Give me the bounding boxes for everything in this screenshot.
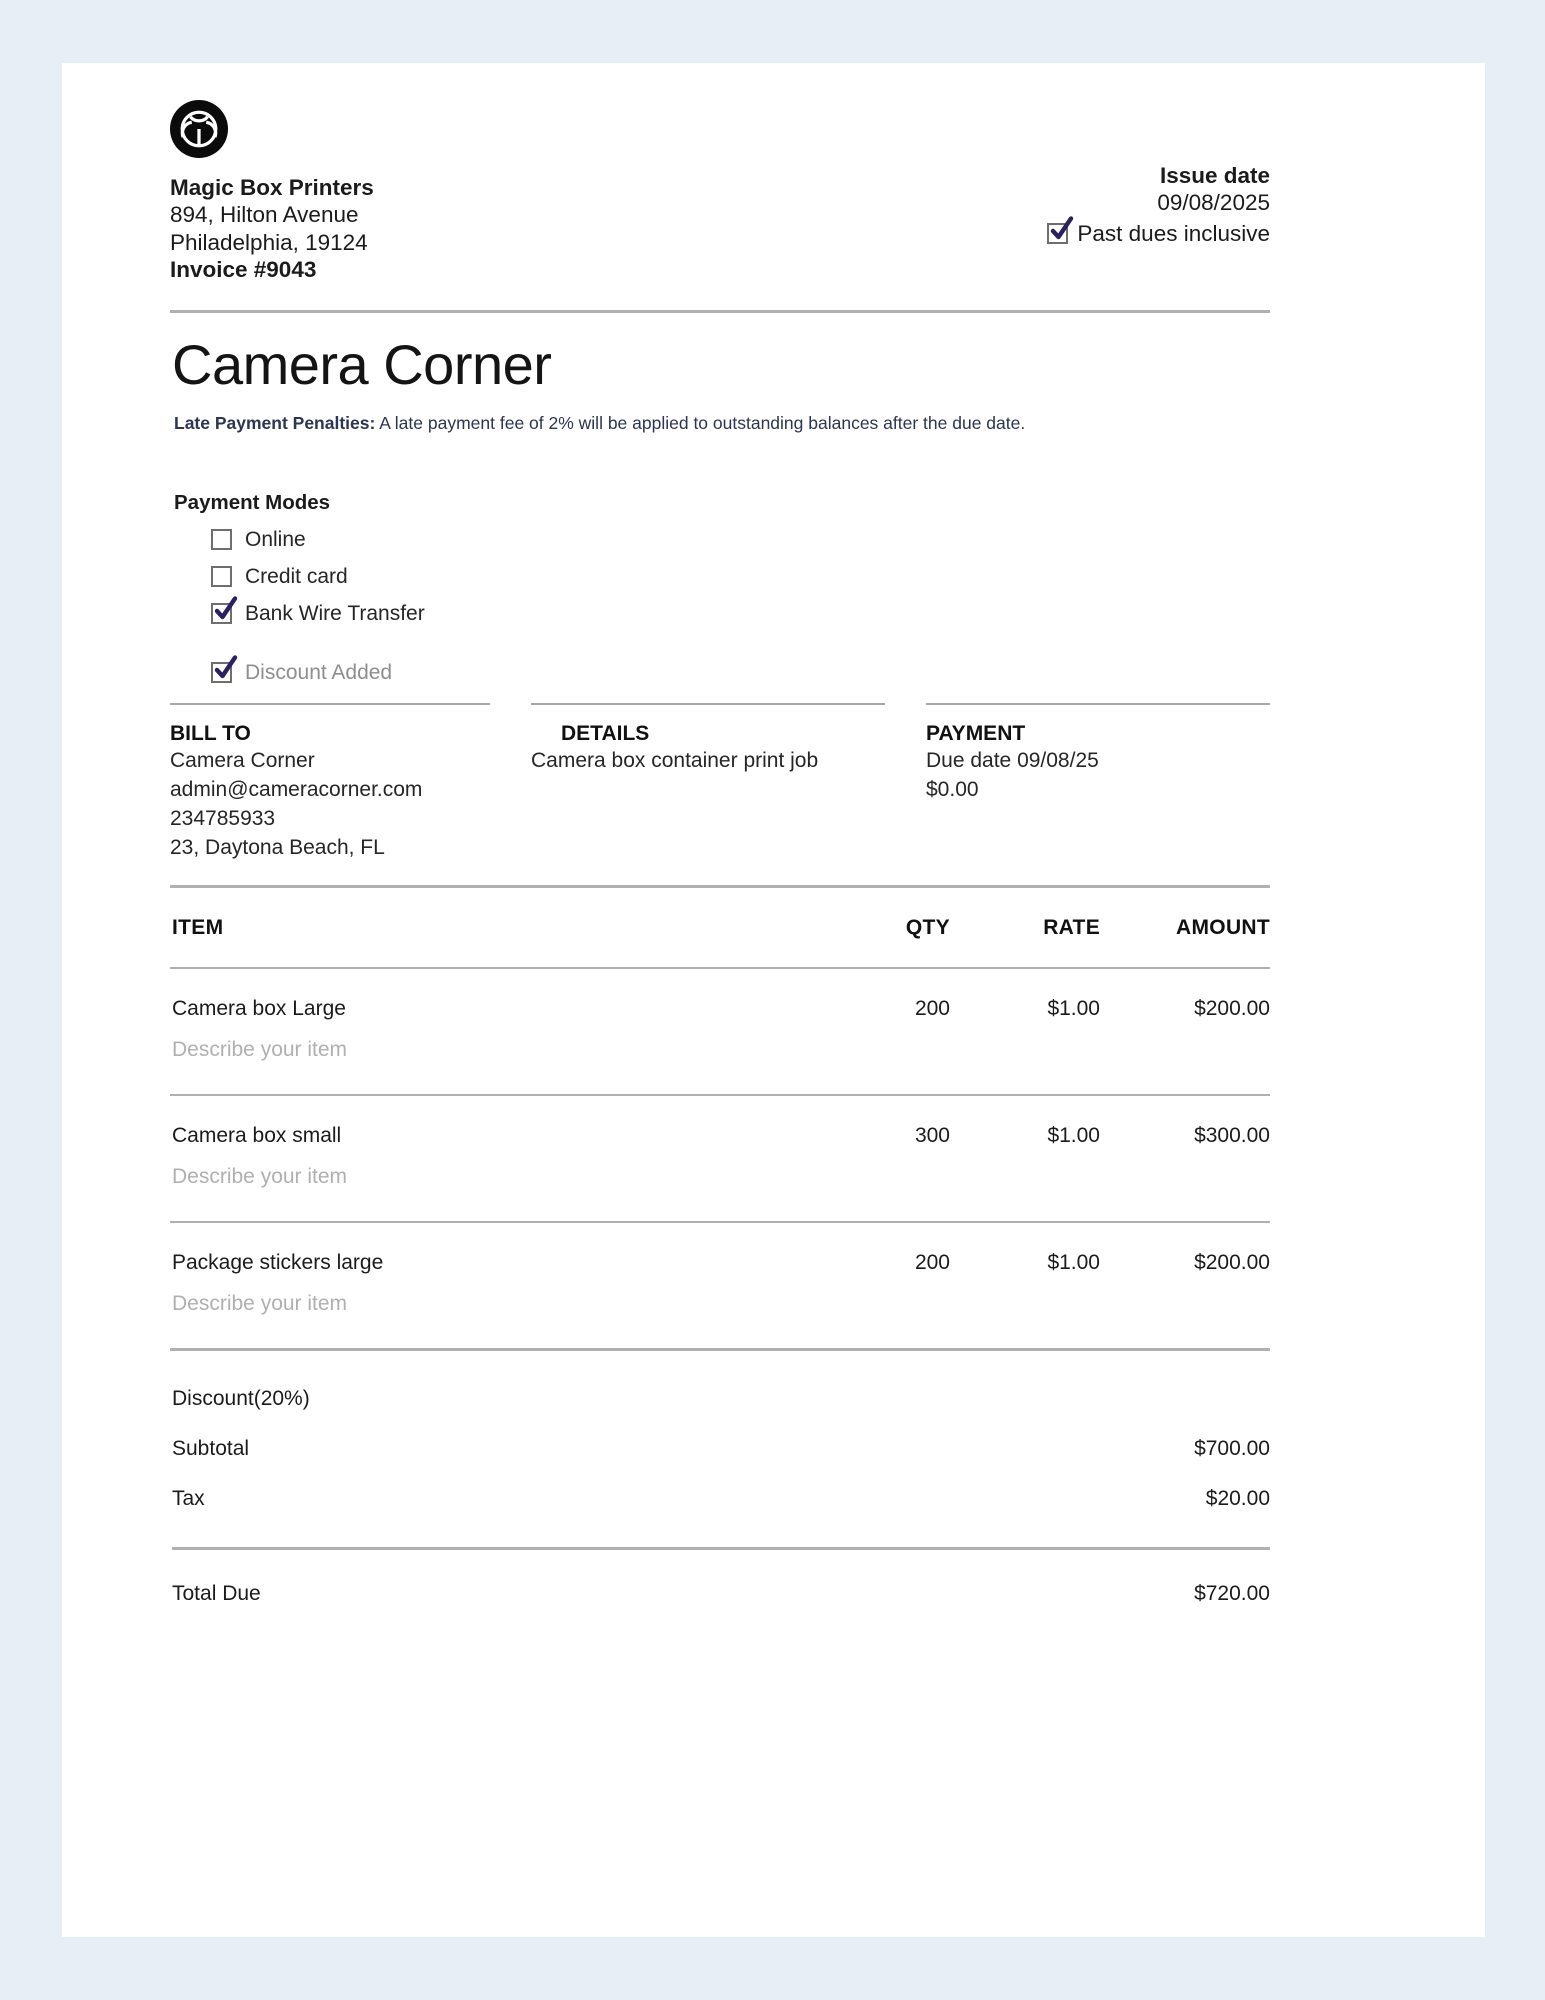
info-columns — [170, 703, 1270, 862]
credit-card-label: Credit card — [245, 564, 348, 588]
item-description-placeholder[interactable]: Describe your item — [172, 1292, 348, 1316]
late-payment-penalty-text: A late payment fee of 2% will be applied to outstanding balances after the due date. — [375, 413, 1026, 434]
discount-added-checkbox[interactable] — [211, 662, 232, 683]
online-label: Online — [245, 527, 306, 551]
bank-wire-transfer-label: Bank Wire Transfer — [245, 601, 425, 625]
credit-card-checkbox[interactable] — [211, 566, 232, 587]
item-name[interactable]: Package stickers large — [172, 1251, 384, 1275]
spacer — [174, 626, 1270, 648]
column-header-amount: AMOUNT — [1176, 916, 1270, 940]
item-qty[interactable]: 200 — [914, 997, 950, 1021]
details-heading: DETAILS — [561, 721, 650, 745]
totals-section — [170, 1351, 1270, 1606]
payment-mode-option-bank-wire-transfer[interactable] — [211, 602, 1270, 626]
past-dues-checkbox[interactable] — [1047, 223, 1068, 244]
column-header-item: ITEM — [172, 916, 224, 940]
issue-date-value: 09/08/2025 — [1157, 190, 1270, 216]
company-info — [170, 100, 374, 284]
item-rate[interactable]: $1.00 — [1047, 1124, 1100, 1148]
details-divider — [531, 703, 885, 705]
table-row[interactable] — [170, 969, 1270, 1021]
discount-label: Discount(20%) — [172, 1387, 310, 1411]
column-header-rate: RATE — [1043, 916, 1100, 940]
tax-value[interactable]: $20.00 — [1205, 1487, 1270, 1511]
item-description-placeholder[interactable]: Describe your item — [172, 1165, 348, 1189]
payment-due-date: Due date 09/08/25 — [926, 748, 1099, 772]
invoice-number: Invoice #9043 — [170, 257, 317, 283]
item-qty[interactable]: 300 — [914, 1124, 950, 1148]
total-due-value: $720.00 — [1194, 1582, 1270, 1606]
item-amount: $200.00 — [1194, 997, 1270, 1021]
item-amount: $300.00 — [1194, 1124, 1270, 1148]
payment-heading: PAYMENT — [926, 721, 1026, 745]
item-name[interactable]: Camera box Large — [172, 997, 346, 1021]
invoice-content — [170, 100, 1270, 1606]
invoice-header — [170, 100, 1270, 284]
item-amount: $200.00 — [1194, 1251, 1270, 1275]
item-rate[interactable]: $1.00 — [1047, 1251, 1100, 1275]
item-rate[interactable]: $1.00 — [1047, 997, 1100, 1021]
page-title: Camera Corner — [172, 332, 552, 396]
late-payment-penalty-note — [174, 412, 1270, 435]
bank-wire-transfer-checkbox[interactable] — [211, 603, 232, 624]
triskelion-circle-logo-icon — [170, 100, 374, 158]
issue-date-label: Issue date — [1159, 163, 1270, 188]
past-dues-label: Past dues inclusive — [1077, 220, 1270, 246]
bill-to-line: 23, Daytona Beach, FL — [170, 835, 385, 859]
payment-divider — [926, 703, 1270, 705]
item-qty[interactable]: 200 — [914, 1251, 950, 1275]
item-name[interactable]: Camera box small — [172, 1124, 342, 1148]
payment-modes-heading: Payment Modes — [174, 490, 331, 514]
company-address-block — [170, 174, 374, 284]
table-row[interactable] — [170, 1096, 1270, 1148]
details-text: Camera box container print job — [531, 748, 819, 772]
company-name: Magic Box Printers — [170, 175, 374, 200]
total-due-row — [172, 1550, 1270, 1606]
payment-column — [885, 703, 1270, 862]
table-header-row — [170, 888, 1270, 967]
column-header-qty: QTY — [905, 916, 950, 940]
payment-amount: $0.00 — [926, 777, 979, 801]
tax-row — [172, 1461, 1270, 1511]
payment-mode-option-online[interactable] — [211, 528, 1270, 552]
item-description-placeholder[interactable]: Describe your item — [172, 1038, 348, 1062]
late-payment-penalty-label: Late Payment Penalties: — [174, 413, 376, 434]
bill-to-heading: BILL TO — [170, 721, 251, 745]
bill-to-column — [170, 703, 490, 862]
discount-added-row[interactable] — [211, 661, 1270, 685]
company-address-line-2: Philadelphia, 19124 — [170, 229, 368, 255]
bill-to-line: 234785933 — [170, 806, 276, 830]
payment-modes-block — [174, 491, 1270, 685]
subtotal-value: $700.00 — [1194, 1437, 1270, 1461]
bill-to-divider — [170, 703, 490, 705]
bill-to-line: Camera Corner — [170, 748, 315, 772]
invoice-page — [62, 63, 1485, 1937]
payment-mode-option-credit-card[interactable] — [211, 565, 1270, 589]
issue-date-block — [1047, 162, 1270, 247]
past-dues-row[interactable] — [1047, 220, 1270, 247]
online-checkbox[interactable] — [211, 529, 232, 550]
header-divider — [170, 310, 1270, 313]
total-due-label: Total Due — [172, 1582, 261, 1606]
subtotal-row — [172, 1411, 1270, 1461]
tax-label[interactable]: Tax — [172, 1487, 205, 1511]
details-column — [490, 703, 885, 862]
subtotal-label: Subtotal — [172, 1437, 250, 1461]
bill-to-line: admin@cameracorner.com — [170, 777, 423, 801]
items-table — [170, 885, 1270, 1351]
discount-row — [172, 1351, 1270, 1411]
discount-added-label: Discount Added — [245, 660, 393, 684]
table-row[interactable] — [170, 1223, 1270, 1275]
company-address-line-1: 894, Hilton Avenue — [170, 202, 359, 228]
